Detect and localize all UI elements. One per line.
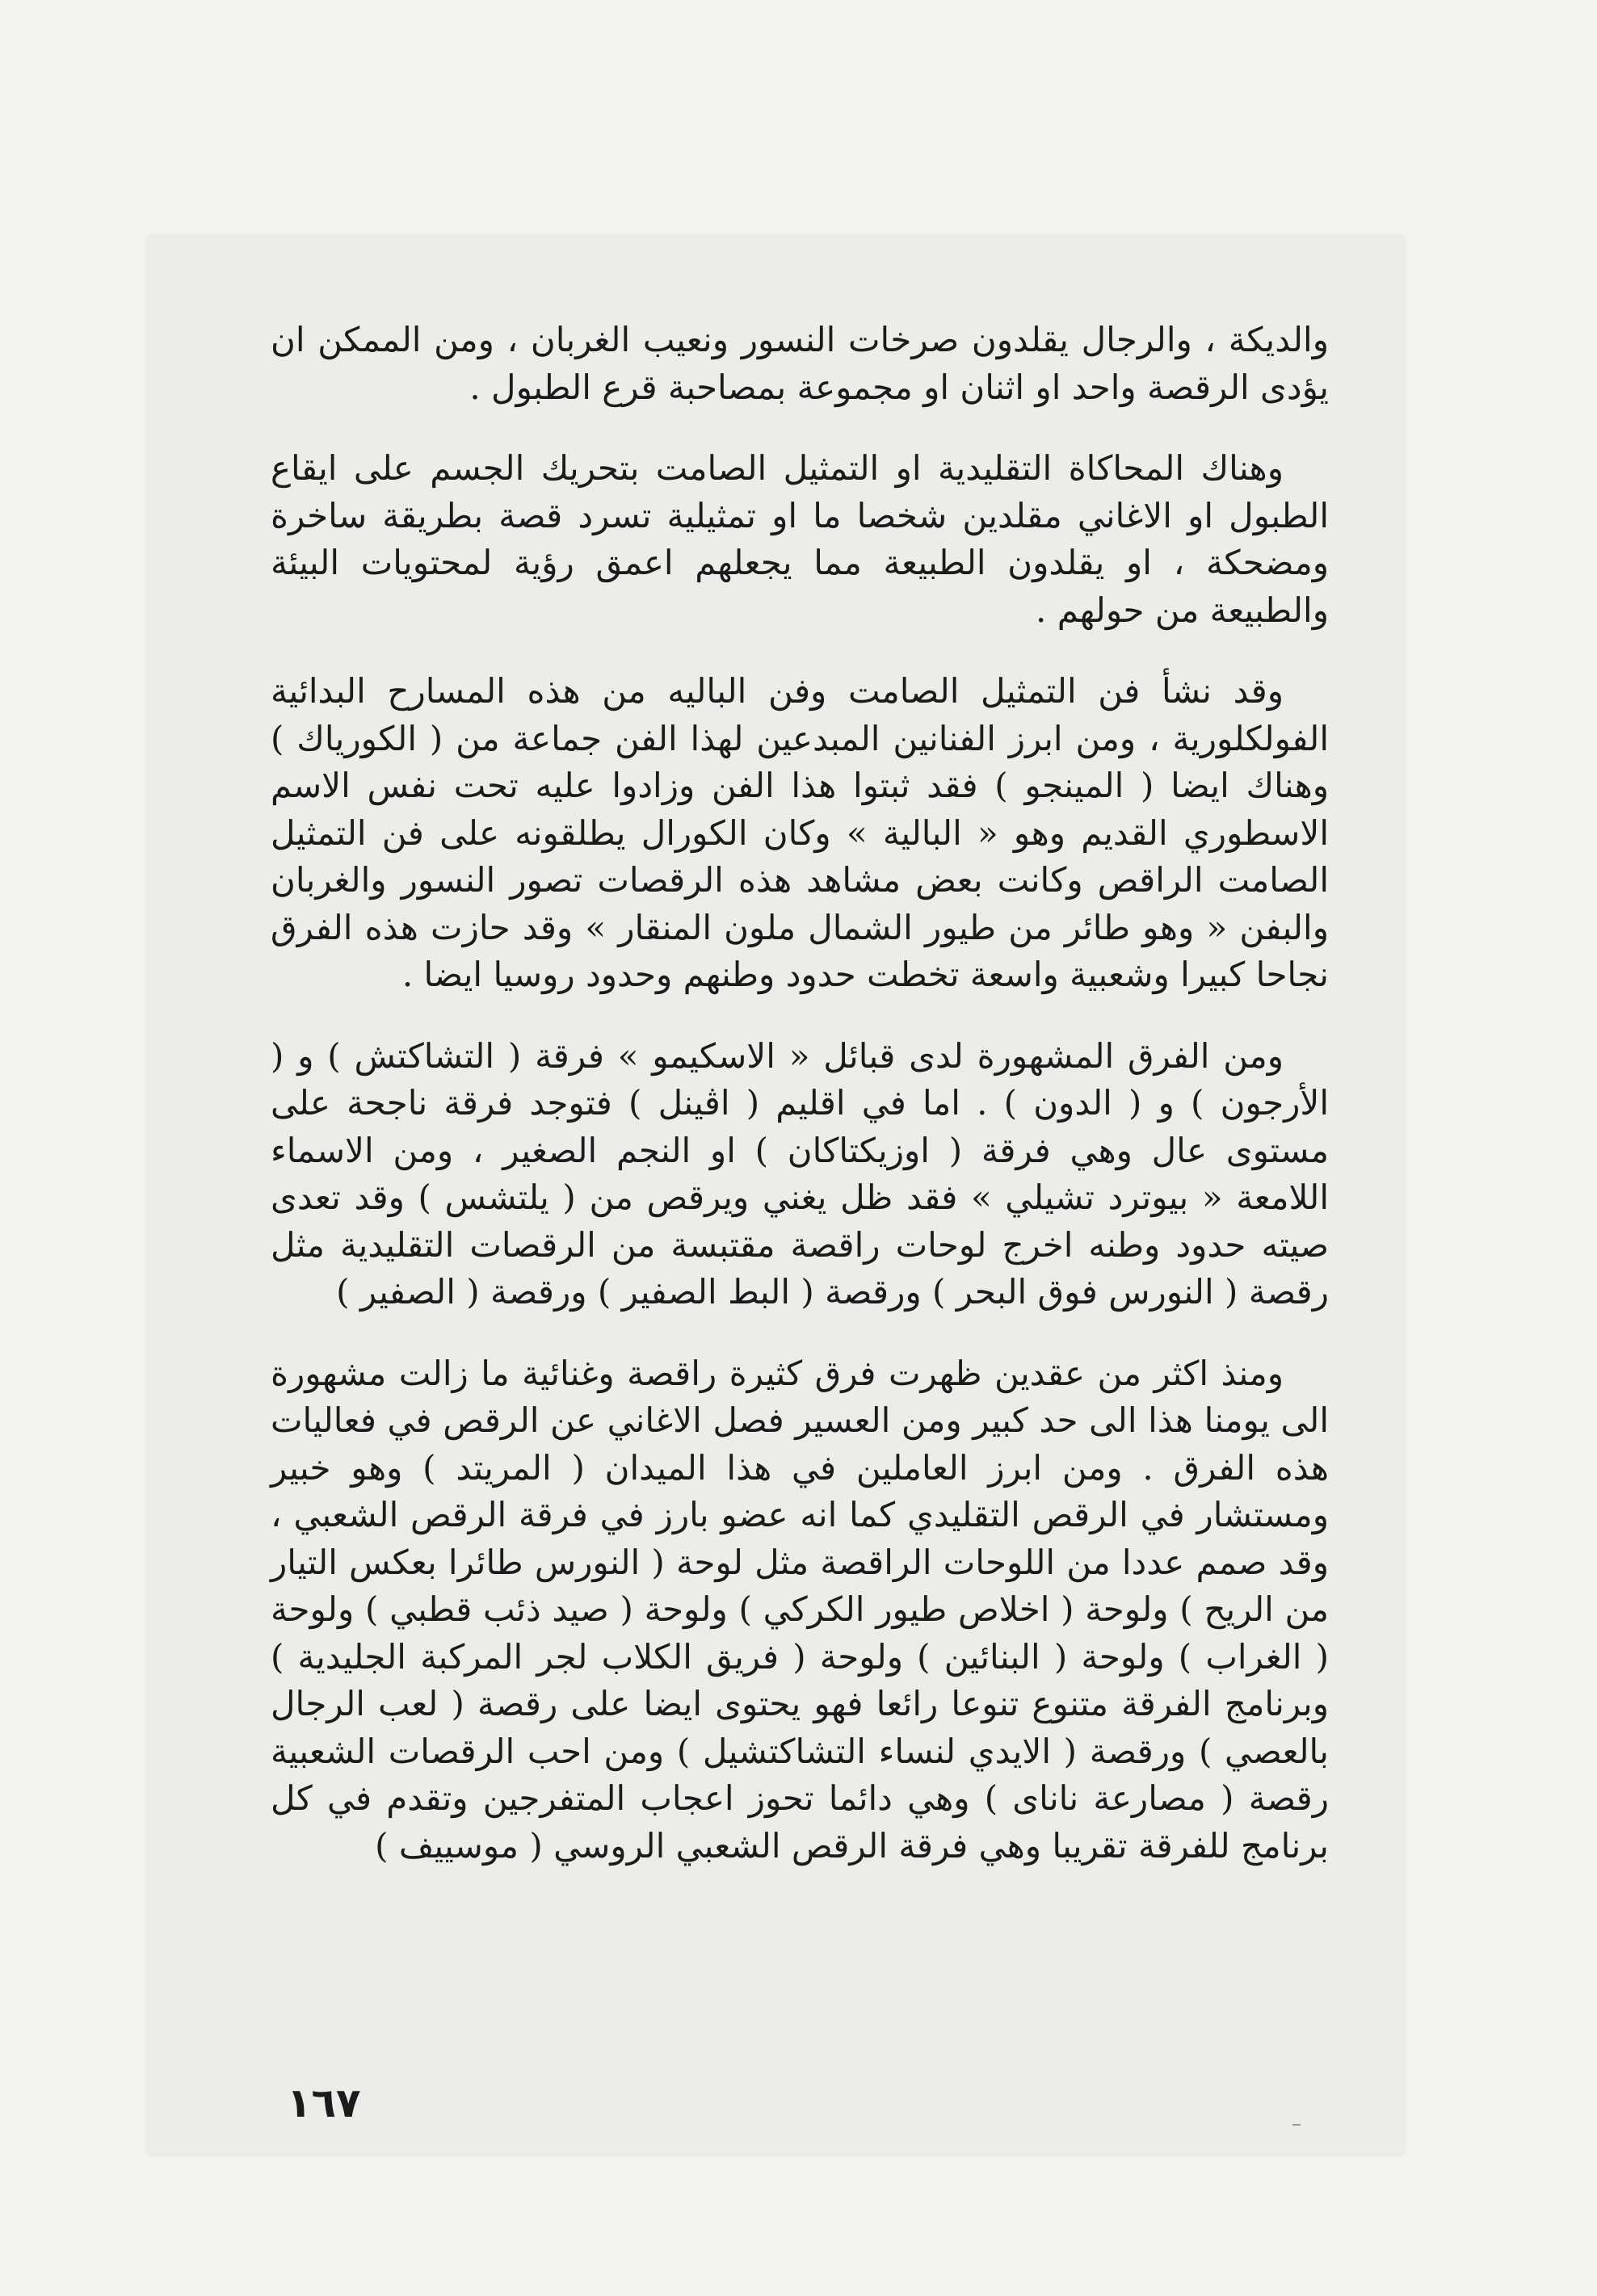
paragraph-1: والديكة ، والرجال يقلدون صرخات النسور ونعيب الغربان ، ومن الممكن ان يؤدى الرقصة واحد او اثنان او مجموعة بمصاحبة قرع الطبول . (271, 320, 1329, 407)
page-body (271, 317, 1329, 1904)
page-number: ١٦٧ (287, 2080, 361, 2126)
paragraph-5: ومنذ اكثر من عقدين ظهرت فرق كثيرة راقصة وغنائية ما زالت مشهورة الى يومنا هذا الى حد كبير ومن العسير فصل الاغاني عن الرقص في فعاليات هذه الفرق . ومن ابرز العاملين في هذا الميدان ( المريتد ) وهو خبير ومستشار في الرقص التقليدي كما انه عضو بارز في فرقة الرقص الشعبي ، وقد صمم عددا من اللوحات الراقصة مثل لوحة ( النورس طائرا بعكس التيار من الريح ) ولوحة ( اخلاص طيور الكركي ) ولوحة ( صيد ذئب قطبي ) ولوحة ( الغراب ) ولوحة ( البنائين ) ولوحة ( فريق الكلاب لجر المركبة الجليدية ) وبرنامج الفرقة متنوع تنوعا رائعا فهو يحتوى ايضا على رقصة ( لعب الرجال بالعصي ) ورقصة ( الايدي لنساء التشاكتشيل ) ومن احب الرقصات الشعبية رقصة ( مصارعة ناناى ) وهي دائما تحوز اعجاب المتفرجين وتقدم في كل برنامج للفرقة تقريبا وهي فرقة الرقص الشعبي الروسي ( موسييف ) (271, 1353, 1329, 1866)
paragraph-2: وهناك المحاكاة التقليدية او التمثيل الصامت بتحريك الجسم على ايقاع الطبول او الاغاني مقلدين شخصا ما او تمثيلية تسرد قصة بطريقة ساخرة ومضحكة ، او يقلدون الطبيعة مما يجعلهم اعمق رؤية لمحتويات البيئة والطبيعة من حولهم . (271, 448, 1329, 630)
paragraph-4: ومن الفرق المشهورة لدى قبائل « الاسكيمو » فرقة ( التشاكتش ) و ( الأرجون ) و ( الدون ) . اما في اقليم ( اڤينل ) فتوجد فرقة ناجحة على مستوى عال وهي فرقة ( اوزيكتاكان ) او النجم الصغير ، ومن الاسماء اللامعة « بيوترد تشيلي » فقد ظل يغني ويرقص من ( يلتشس ) وقد تعدى صيته حدود وطنه اخرج لوحات راقصة مقتبسة من الرقصات التقليدية مثل رقصة ( النورس فوق البحر ) ورقصة ( البط الصفير ) ورقصة ( الصفير ) (271, 1035, 1329, 1312)
scan-mark (1292, 2124, 1301, 2126)
paragraph-3: وقد نشأ فن التمثيل الصامت وفن الباليه من هذه المسارح البدائية الفولكلورية ، ومن ابرز الفنانين المبدعين لهذا الفن جماعة من ( الكورياك ) وهناك ايضا ( المينجو ) فقد ثبتوا هذا الفن وزادوا عليه تحت نفس الاسم الاسطوري القديم وهو « البالية » وكان الكورال يطلقونه على فن التمثيل الصامت الراقص وكانت بعض مشاهد هذه الرقصات تصور النسور والغربان والبفن « وهو طائر من طيور الشمال ملون المنقار » وقد حازت هذه الفرق نجاحا كبيرا وشعبية واسعة تخطت حدود وطنهم وحدود روسيا ايضا . (271, 671, 1329, 994)
